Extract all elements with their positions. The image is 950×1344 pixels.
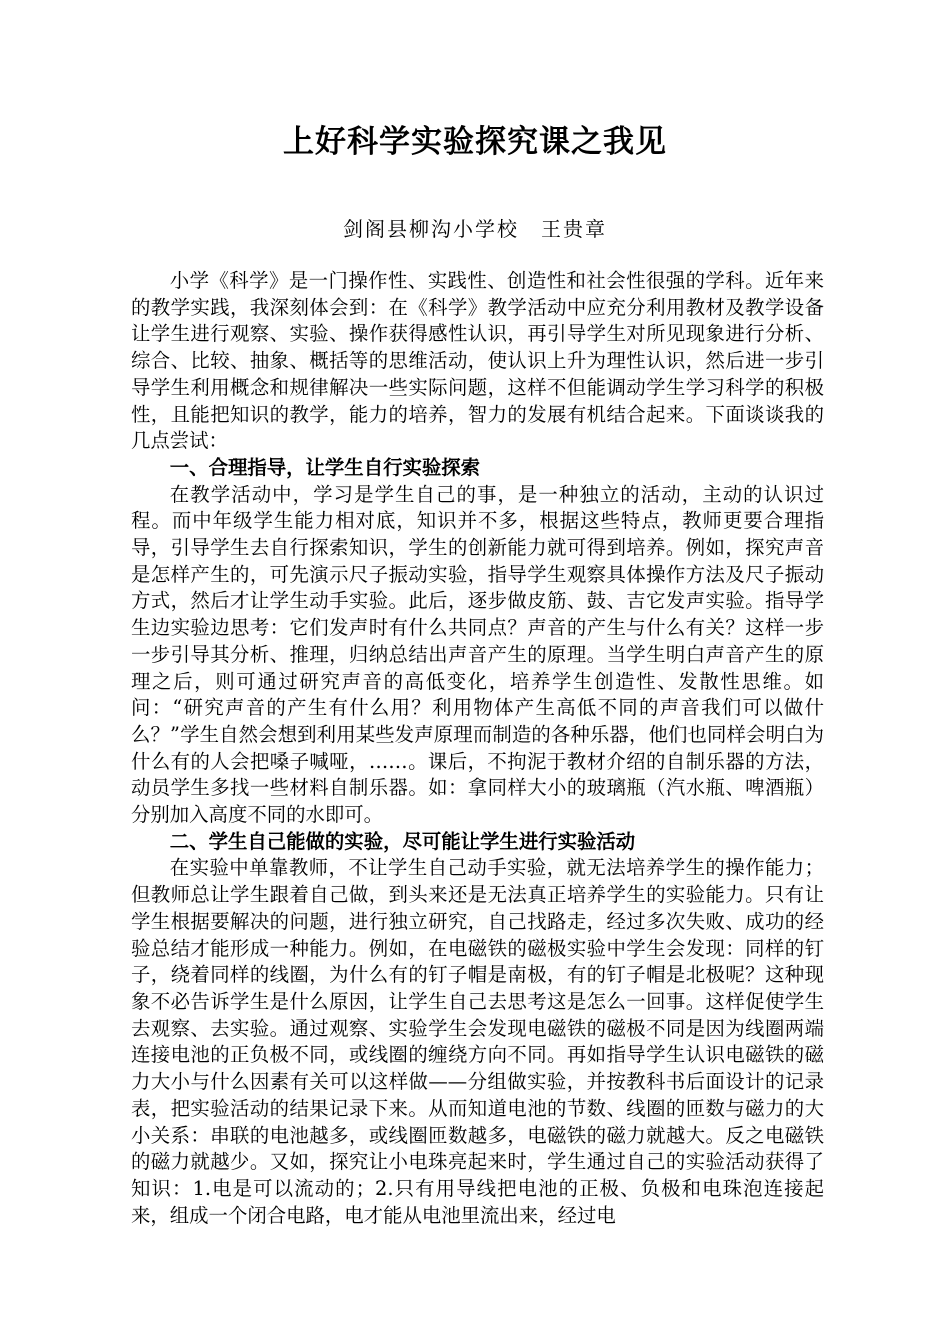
document-title: 上好科学实验探究课之我见 [283, 124, 667, 160]
author-byline: 剑阁县柳沟小学校 王贵章 [343, 217, 607, 241]
section-paragraph-2: 在实验中单靠教师，不让学生自己动手实验，就无法培养学生的操作能力；但教师总让学生跟着自己做，到头来还是无法真正培养学生的实验能力。只有让学生根据要解决的问题，进行独立研究，自己找路走，经过多次失败、成功的经验总结才能形成一种能力。例如，在电磁铁的磁极实验中学生会发现：同样的钉子，绕着同样的线圈，为什么有的钉子帽是南极，有的钉子帽是北极呢？这种现象不必告诉学生是什么原因，让学生自己去思考这是怎么一回事。这样促使学生去观察、去实验。通过观察、实验学生会发现电磁铁的磁极不同是因为线圈两端连接电池的正负极不同，或线圈的缠绕方向不同。再如指导学生认识电磁铁的磁力大小与什么因素有关可以这样做——分组做实验，并按教科书后面设计的记录表，把实验活动的结果记录下来。从而知道电池的节数、线圈的匝数与磁力的大小关系：串联的电池越多，或线圈匝数越多，电磁铁的磁力就越大。反之电磁铁的磁力就越少。又如，探究让小电珠亮起来时，学生通过自己的实验活动获得了知识：1.电是可以流动的；2.只有用导线把电池的正极、负极和电珠泡连接起来，组成一个闭合电路，电才能从电池里流出来，经过电 [131, 856, 824, 1227]
document-body [131, 268, 824, 1229]
intro-paragraph: 小学《科学》是一门操作性、实践性、创造性和社会性很强的学科。近年来的教学实践，我深刻体会到：在《科学》教学活动中应充分利用教材及教学设备让学生进行观察、实验、操作获得感性认识，再引导学生对所见现象进行分析、综合、比较、抽象、概括等的思维活动，使认识上升为理性认识，然后进一步引导学生利用概念和规律解决一些实际问题，这样不但能调动学生学习科学的积极性，且能把知识的教学，能力的培养，智力的发展有机结合起来。下面谈谈我的几点尝试： [131, 269, 824, 453]
section-paragraph-1: 在教学活动中，学习是学生自己的事，是一种独立的活动，主动的认识过程。而中年级学生能力相对底，知识并不多，根据这些特点，教师更要合理指导，引导学生去自行探索知识，学生的创新能力就可得到培养。例如，探究声音是怎样产生的，可先演示尺子振动实验，指导学生观察具体操作方法及尺子振动方式，然后才让学生动手实验。此后，逐步做皮筋、鼓、吉它发声实验。指导学生边实验边思考：它们发声时有什么共同点？声音的产生与什么有关？这样一步一步引导其分析、推理，归纳总结出声音产生的原理。当学生明白声音产生的原理之后，则可通过研究声音的高低变化，培养学生创造性、发散性思维。如问：“研究声音的产生有什么用？利用物体产生高低不同的声音我们可以做什么？”学生自然会想到利用某些发声原理而制造的各种乐器，他们也同样会明白为什么有的人会把嗓子喊哑，……。课后，不拘泥于教材介绍的自制乐器的方法，动员学生多找一些材料自制乐器。如：拿同样大小的玻璃瓶（汽水瓶、啤酒瓶）分别加入高度不同的水即可。 [131, 482, 824, 827]
section-heading-2: 二、学生自己能做的实验，尽可能让学生进行实验活动 [169, 829, 636, 853]
section-heading-1: 一、合理指导，让学生自行实验探索 [169, 455, 481, 479]
